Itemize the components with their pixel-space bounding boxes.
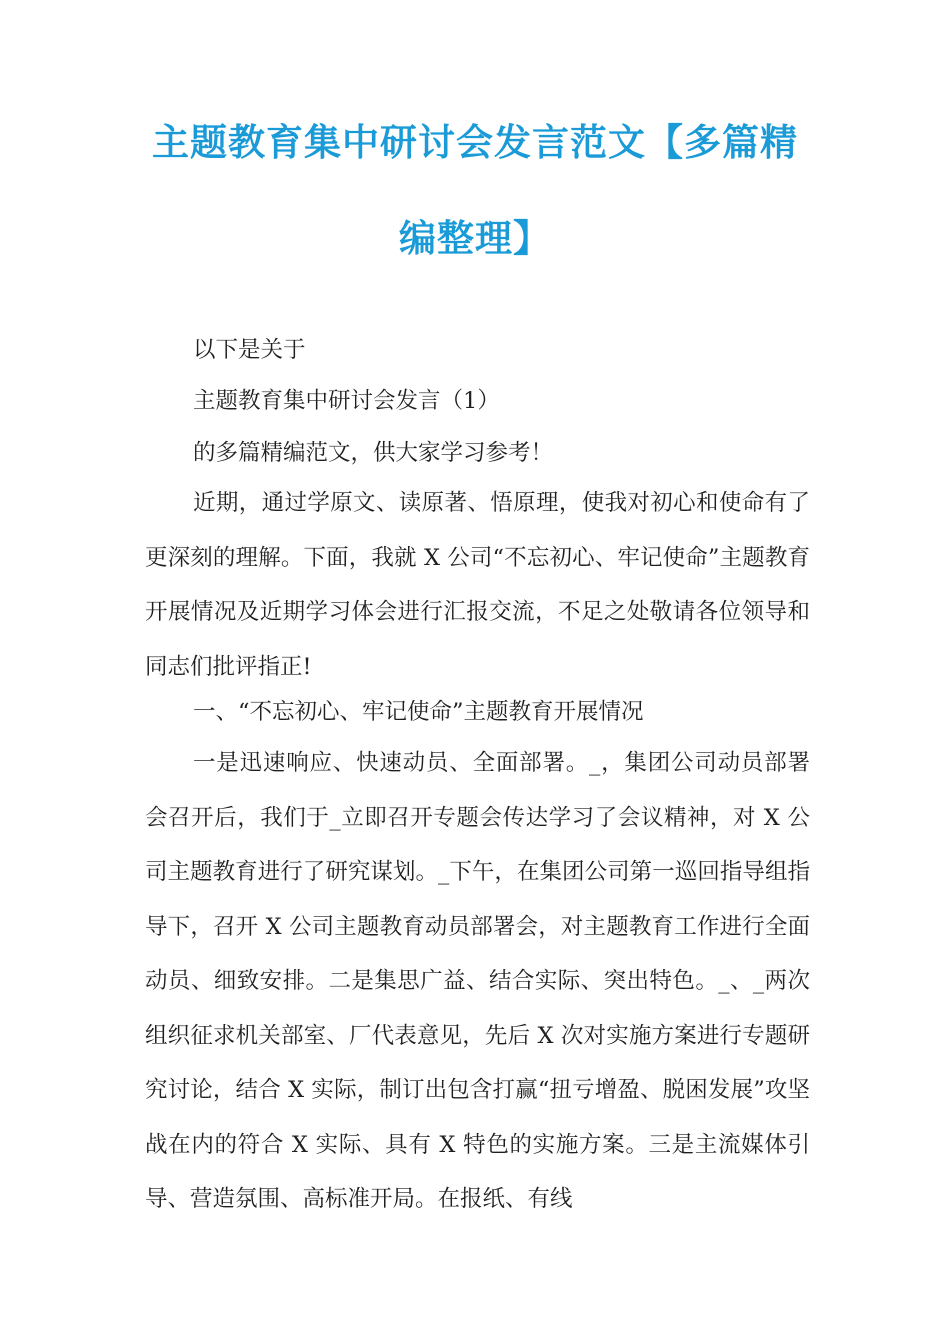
heading-text: 一、“不忘初心、牢记使命”主题教育开展情况 <box>193 699 644 725</box>
body-paragraph-1 <box>145 476 810 694</box>
intro-line-2: 主题教育集中研讨会发言（1） <box>193 388 500 414</box>
document-title-line-1: 主题教育集中研讨会发言范文【多篇精 <box>152 121 798 164</box>
document-title-line-2: 编整理】 <box>399 217 551 260</box>
intro-line-3: 的多篇精编范文，供大家学习参考！ <box>193 440 554 466</box>
body-paragraph-2 <box>145 736 810 1227</box>
intro-line-1: 以下是关于 <box>193 337 306 363</box>
paragraph-text: 一是迅速响应、快速动员、全面部署。_，集团公司动员部署会召开后，我们于_立即召开专题会传达学习了会议精神，对 X 公司主题教育进行了研究谋划。_下午，在集团公司第一巡回指导组指导下，召开 X 公司主题教育动员部署会，对主题教育工作进行全面动员、细致安排。二是集思广益、结合实际、突出特色。_、_两次组织征求机关部室、厂代表意见，先后 X 次对实施方案进行专题研究讨论，结合 X 实际，制订出包含打赢“扭亏增盈、脱困发展”攻坚战在内的符合 X 实际、具有 X 特色的实施方案。三是主流媒体引导、营造氛围、高标准开局。在报纸、有线 <box>145 750 810 1212</box>
section-heading-1 <box>145 685 810 740</box>
paragraph-text: 近期，通过学原文、读原著、悟原理，使我对初心和使命有了更深刻的理解。下面，我就 X 公司“不忘初心、牢记使命”主题教育开展情况及近期学习体会进行汇报交流，不足之处敬请各位领导和同志们批评指正! <box>145 490 810 680</box>
